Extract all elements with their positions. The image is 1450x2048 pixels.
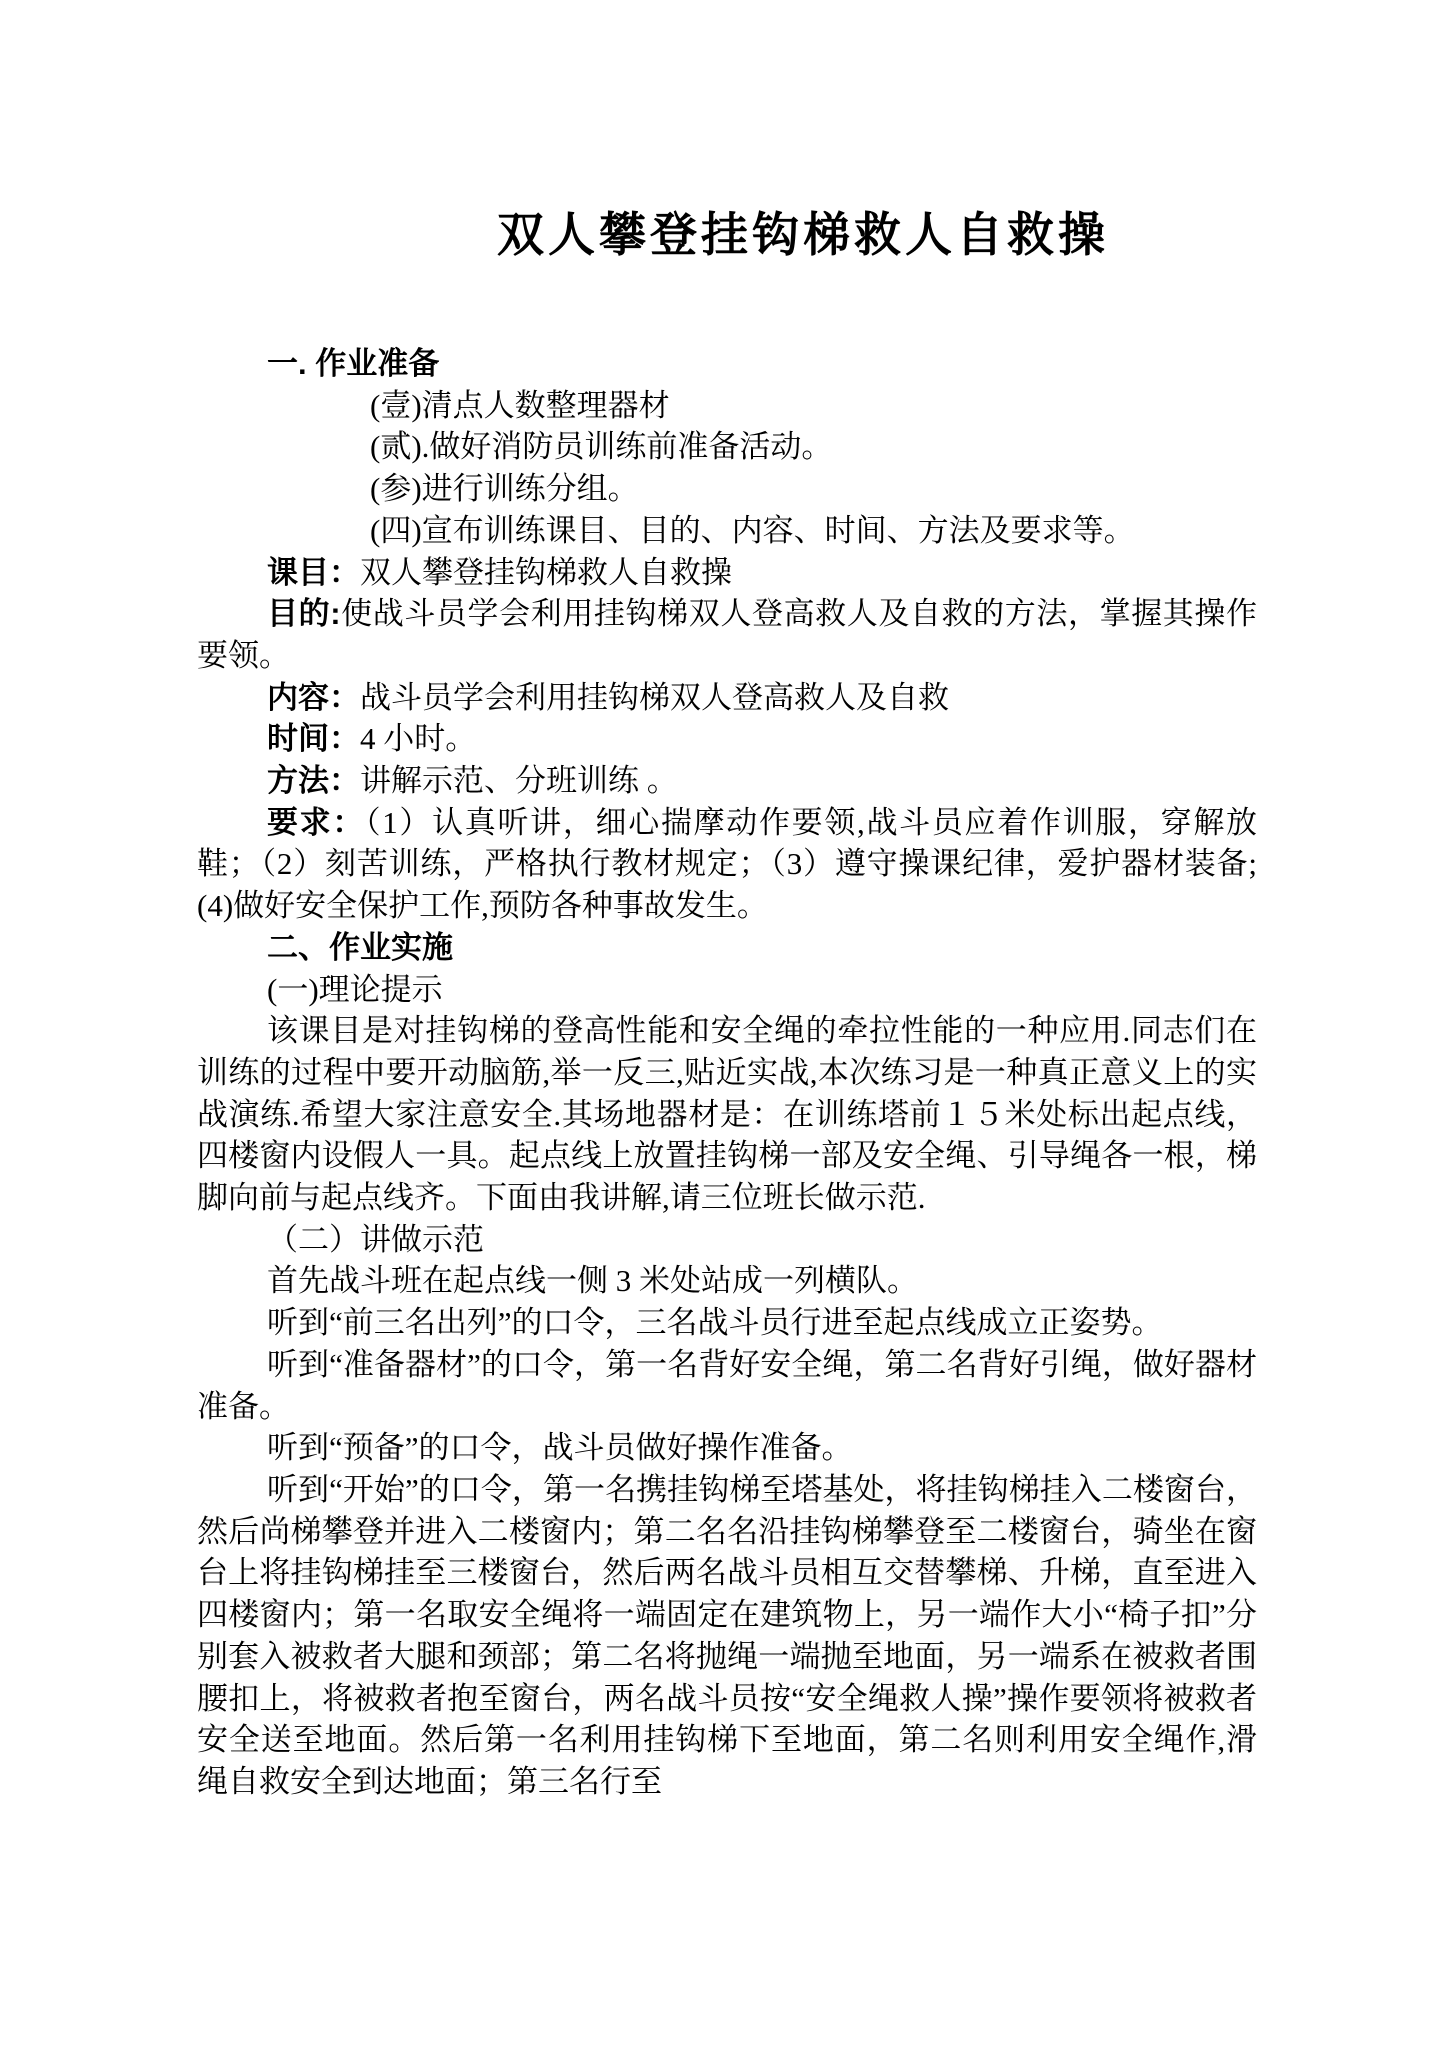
- field-subject: [197, 552, 1257, 594]
- field-content: [197, 677, 1257, 719]
- theory-paragraph: 该课目是对挂钩梯的登高性能和安全绳的牵拉性能的一种应用.同志们在训练的过程中要开动脑筋,举一反三,贴近实战,本次练习是一种真正意义上的实战演练.希望大家注意安全.其场地器材是：在训练塔前１５米处标出起点线，四楼窗内设假人一具。起点线上放置挂钩梯一部及安全绳、引导绳各一根，梯脚向前与起点线齐。下面由我讲解,请三位班长做示范.: [197, 1013, 1257, 1216]
- demo-paragraph-4: 听到“预备”的口令，战斗员做好操作准备。: [267, 1430, 853, 1466]
- field-purpose: [197, 593, 1257, 676]
- field-purpose-label: 目的:: [267, 596, 341, 632]
- demo-paragraph-2: 听到“前三名出列”的口令，三名战斗员行进至起点线成立正姿势。: [267, 1305, 1163, 1341]
- subsection-heading-demo: （二）讲做示范: [267, 1221, 484, 1257]
- field-content-value: 战斗员学会利用挂钩梯双人登高救人及自救: [360, 679, 949, 715]
- field-method-label: 方法：: [267, 763, 360, 799]
- field-subject-value: 双人攀登挂钩梯救人自救操: [360, 554, 732, 590]
- subsection-heading-theory: (一)理论提示: [267, 971, 443, 1007]
- field-time-value: 4 小时。: [360, 721, 477, 757]
- field-requirements-label: 要求：: [267, 804, 366, 840]
- field-method: [197, 760, 1257, 802]
- field-requirements-value: （1）认真听讲，细心揣摩动作要领,战斗员应着作训服，穿解放鞋；（2）刻苦训练，严格执行教材规定；（3）遵守操课纪律，爱护器材装备; (4)做好安全保护工作,预防各种事故发生。: [197, 804, 1258, 924]
- section-heading-implementation: 二、作业实施: [267, 929, 453, 965]
- field-time-label: 时间：: [267, 721, 360, 757]
- prep-item-1: (壹)清点人数整理器材: [370, 387, 670, 423]
- prep-item-4: (四)宣布训练课目、目的、内容、时间、方法及要求等。: [370, 512, 1135, 548]
- field-requirements: [197, 802, 1257, 927]
- prep-item-2: (贰).做好消防员训练前准备活动。: [370, 429, 833, 465]
- document-title: 双人攀登挂钩梯救人自救操: [497, 208, 1109, 261]
- field-content-label: 内容：: [267, 679, 360, 715]
- prep-item-3: (参)进行训练分组。: [370, 471, 639, 507]
- document-body: [197, 343, 1257, 1803]
- field-method-value: 讲解示范、分班训练 。: [360, 763, 678, 799]
- field-time: [197, 718, 1257, 760]
- field-subject-label: 课目：: [267, 554, 360, 590]
- field-purpose-value: 使战斗员学会利用挂钩梯双人登高救人及自救的方法，掌握其操作要领。: [197, 596, 1257, 673]
- demo-paragraph-5: 听到“开始”的口令，第一名携挂钩梯至塔基处，将挂钩梯挂入二楼窗台，然后尚梯攀登并进入二楼窗内；第二名名沿挂钩梯攀登至二楼窗台，骑坐在窗台上将挂钩梯挂至三楼窗台，然后两名战斗员相互交替攀梯、升梯，直至进入四楼窗内；第一名取安全绳将一端固定在建筑物上，另一端作大小“椅子扣”分别套入被救者大腿和颈部；第二名将抛绳一端抛至地面，另一端系在被救者围腰扣上，将被救者抱至窗台，两名战斗员按“安全绳救人操”操作要领将被救者安全送至地面。然后第一名利用挂钩梯下至地面，第二名则利用安全绳作,滑绳自救安全到达地面；第三名行至: [197, 1471, 1257, 1799]
- section-heading-preparation: 一. 作业准备: [267, 346, 440, 381]
- demo-paragraph-1: 首先战斗班在起点线一侧 3 米处站成一列横队。: [267, 1263, 918, 1299]
- demo-paragraph-3: 听到“准备器材”的口令，第一名背好安全绳，第二名背好引绳，做好器材准备。: [197, 1346, 1257, 1424]
